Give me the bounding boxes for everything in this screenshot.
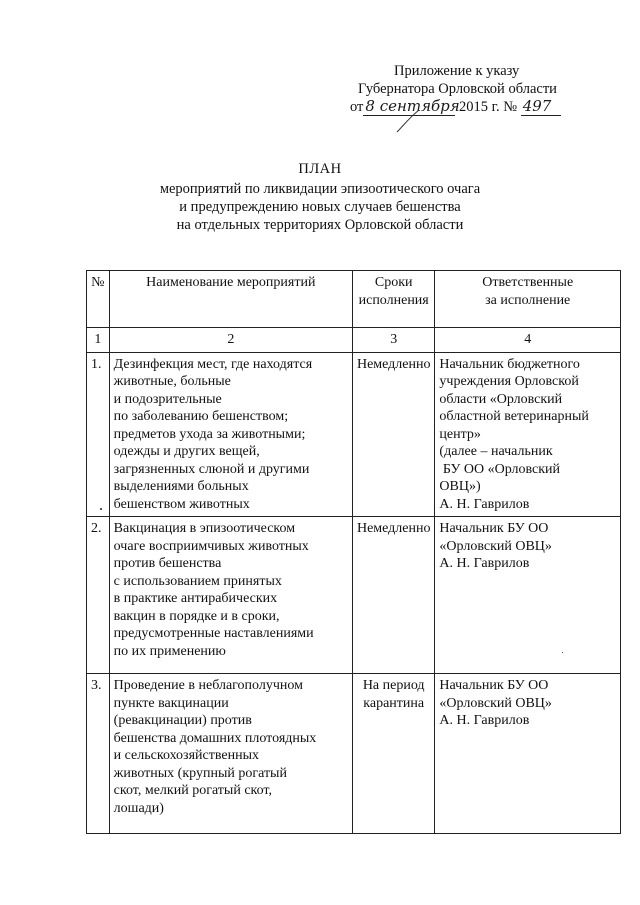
row-responsible (435, 674, 621, 834)
column-number: 2 (109, 328, 352, 353)
action-line: вакцин в порядке и в сроки, (113, 608, 280, 624)
action-line: животные, больные (113, 374, 231, 389)
column-number: 4 (435, 328, 621, 353)
decree-appendix-header (350, 62, 590, 116)
responsible-line-text: областной ветеринарный (439, 409, 589, 424)
date-number-line (350, 98, 590, 116)
scan-speck (562, 652, 563, 653)
plan-title: ПЛАН (298, 161, 342, 177)
responsible-line: области «Орловский (439, 391, 563, 407)
table-row (87, 352, 621, 517)
action-line: очаге восприимчивых животных (113, 538, 309, 554)
responsible-line: «Орловский ОВЦ» (439, 538, 552, 554)
term-line: На период (362, 678, 425, 693)
plan-subtitle-line: мероприятий по ликвидации эпизоотического очага (159, 181, 481, 197)
action-line: Вакцинация в эпизоотическом (113, 521, 296, 536)
responsible-line (439, 408, 616, 426)
responsible-line: Начальник бюджетного (439, 356, 580, 372)
action-line: и подозрительные (113, 391, 222, 407)
action-line: (ревакцинации) против (113, 713, 252, 728)
row-terms (352, 352, 434, 517)
column-number: 1 (87, 328, 110, 353)
row-number: 2. (87, 517, 110, 674)
action-line: предметов ухода за животными; (113, 426, 306, 442)
action-line: по их применению (113, 643, 226, 659)
action-line: пункте вакцинации (113, 695, 229, 711)
header-action: Наименование мероприятий (109, 271, 352, 328)
table-row (87, 517, 621, 674)
header-number: № (87, 271, 110, 328)
plan-subtitle-line: на отдельных территориях Орловской области (176, 217, 464, 233)
table-row (87, 674, 621, 834)
row-responsible (435, 352, 621, 517)
responsible-line: Начальник БУ ОО (439, 678, 549, 693)
header-responsible-line: за исполнение (485, 292, 571, 308)
term-line: Немедленно (356, 521, 431, 536)
row-action (109, 517, 352, 674)
action-line: животных (крупный рогатый (113, 765, 287, 781)
governor-line: Губернатора Орловской области (358, 81, 557, 97)
header-terms-line: исполнения (358, 292, 429, 308)
header-terms-line: Сроки (374, 275, 413, 290)
action-line: бешенства домашних плотоядных (113, 730, 317, 746)
handwritten-date: 8 сентября (365, 97, 460, 115)
action-line: в практике антирабических (113, 591, 278, 606)
column-number-row (87, 328, 621, 353)
pen-stroke-mark (395, 108, 425, 134)
action-line: Дезинфекция мест, где находятся (113, 356, 313, 372)
action-line: одежды и других вещей, (113, 444, 260, 459)
row-action (109, 352, 352, 517)
appendix-line: Приложение к указу (394, 63, 520, 79)
row-terms (352, 674, 434, 834)
number-fill-line (521, 99, 561, 116)
table-header-row (87, 271, 621, 328)
responsible-line: «Орловский ОВЦ» (439, 695, 552, 711)
action-line: загрязненных слюной и другими (113, 461, 310, 477)
action-line: по заболеванию бешенством; (113, 409, 289, 424)
row-action (109, 674, 352, 834)
responsible-line: А. Н. Гаврилов (439, 713, 530, 728)
action-line: и сельскохозяйственных (113, 748, 259, 763)
row-responsible (435, 517, 621, 674)
responsible-line: ОВЦ») (439, 479, 481, 494)
row-number: 3. (87, 674, 110, 834)
row-number: 1. (87, 352, 110, 517)
column-number: 3 (352, 328, 434, 353)
row-terms (352, 517, 434, 674)
responsible-line: учреждения Орловской (439, 374, 579, 389)
responsible-line: центр» (439, 426, 481, 442)
scan-speck (100, 508, 102, 510)
responsible-line: А. Н. Гаврилов (439, 556, 530, 571)
plan-title-block (0, 160, 640, 234)
term-line: Немедленно (356, 356, 431, 372)
date-prefix: от (350, 99, 364, 115)
header-responsible-line: Ответственные (482, 275, 574, 290)
action-line: бешенством животных (113, 496, 250, 512)
header-responsible (435, 271, 621, 328)
handwritten-number: 497 (522, 97, 552, 115)
responsible-line: А. Н. Гаврилов (439, 496, 530, 512)
action-line: лошади) (113, 800, 164, 816)
plan-subtitle-line: и предупреждению новых случаев бешенства (179, 199, 461, 215)
plan-table (86, 270, 621, 834)
action-line: выделениями больных (113, 479, 249, 494)
year-number-label: 2015 г. № (459, 99, 518, 115)
responsible-line: БУ ОО «Орловский (439, 461, 561, 477)
header-terms (352, 271, 434, 328)
action-line: с использованием принятых (113, 573, 282, 589)
action-line: против бешенства (113, 556, 222, 571)
term-line: карантина (363, 695, 425, 711)
responsible-line: Начальник БУ ОО (439, 521, 549, 536)
action-line: Проведение в неблагополучном (113, 678, 303, 693)
action-line: предусмотренные наставлениями (113, 626, 314, 641)
responsible-line: (далее – начальник (439, 444, 553, 459)
action-line: скот, мелкий рогатый скот, (113, 783, 272, 798)
